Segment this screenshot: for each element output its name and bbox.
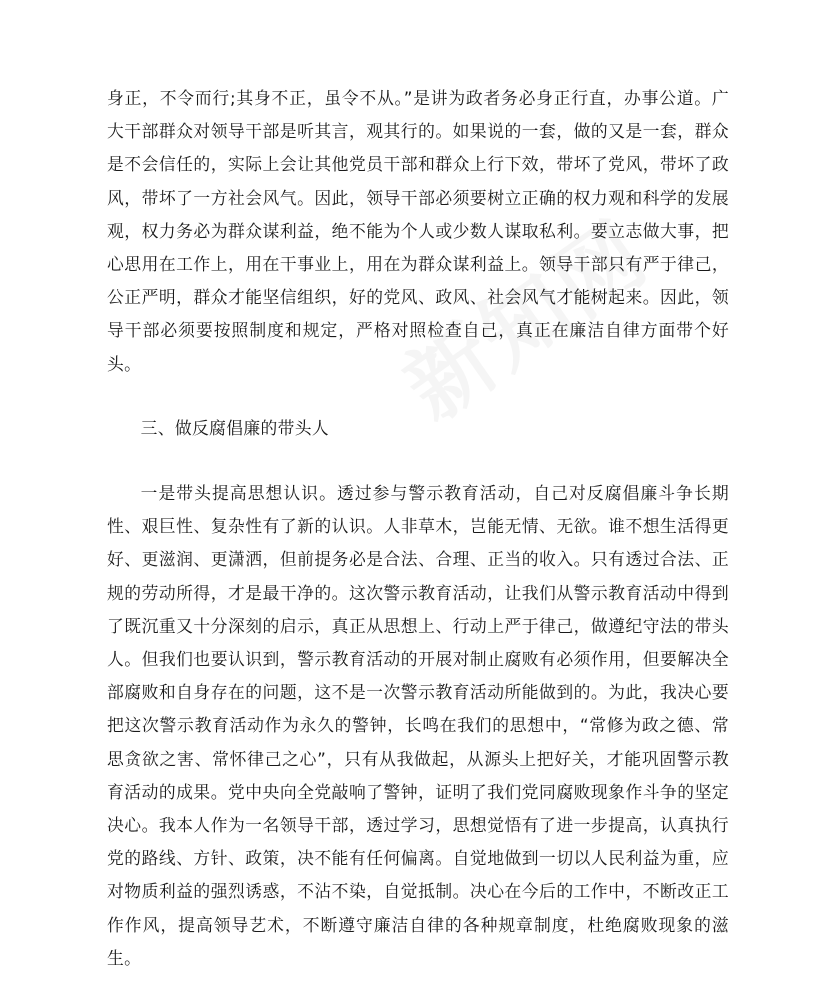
section-heading: 三、做反腐倡廉的带头人 [140,417,330,438]
paragraph-body: 一是带头提高思想认识。透过参与警示教育活动，自己对反腐倡廉斗争长期性、艰巨性、复杂性有了新的认识。人非草木，岂能无情、无欲。谁不想生活得更好、更滋润、更潇洒，但前提务必是合法、合理、正当的收入。只有透过合法、正规的劳动所得，才是最干净的。这次警示教育活动，让我们从警示教育活动中得到了既沉重又十分深刻的启示，真正从思想上、行动上严于律己，做遵纪守法的带头人。但我们也要认识到，警示教育活动的开展对制止腐败有必须作用，但要解决全部腐败和自身存在的问题，这不是一次警示教育活动所能做到的。为此，我决心要把这次警示教育活动作为永久的警钟，长鸣在我们的思想中，“常修为政之德、常思贪欲之害、常怀律己之心”，只有从我做起，从源头上把好关，才能巩固警示教育活动的成果。党中央向全党敲响了警钟，证明了我们党同腐败现象作斗争的坚定决心。我本人作为一名领导干部，透过学习，思想觉悟有了进一步提高，认真执行党的路线、方针、政策，决不能有任何偏离。自觉地做到一切以人民利益为重，应对物质利益的强烈诱惑，不沾不染，自觉抵制。决心在今后的工作中，不断改正工作作风，提高领导艺术，不断遵守廉洁自律的各种规章制度，杜绝腐败现象的滋生。 [107,483,729,968]
paragraph-continuation: 身正，不令而行;其身不正，虽令不从。”是讲为政者务必身正行直，办事公道。广大干部群众对领导干部是听其言，观其行的。如果说的一套，做的又是一套，群众是不会信任的，实际上会让其他党员干部和群众上行下效，带坏了党风，带坏了政风，带坏了一方社会风气。因此，领导干部必须要树立正确的权力观和科学的发展观，权力务必为群众谋利益，绝不能为个人或少数人谋取私利。要立志做大事，把心思用在工作上，用在干事业上，用在为群众谋利益上。领导干部只有严于律己，公正严明，群众才能坚信组织，好的党风、政风、社会风气才能树起来。因此，领导干部必须要按照制度和规定，严格对照检查自己，真正在廉洁自律方面带个好头。 [107,88,729,374]
document-body [107,82,729,975]
